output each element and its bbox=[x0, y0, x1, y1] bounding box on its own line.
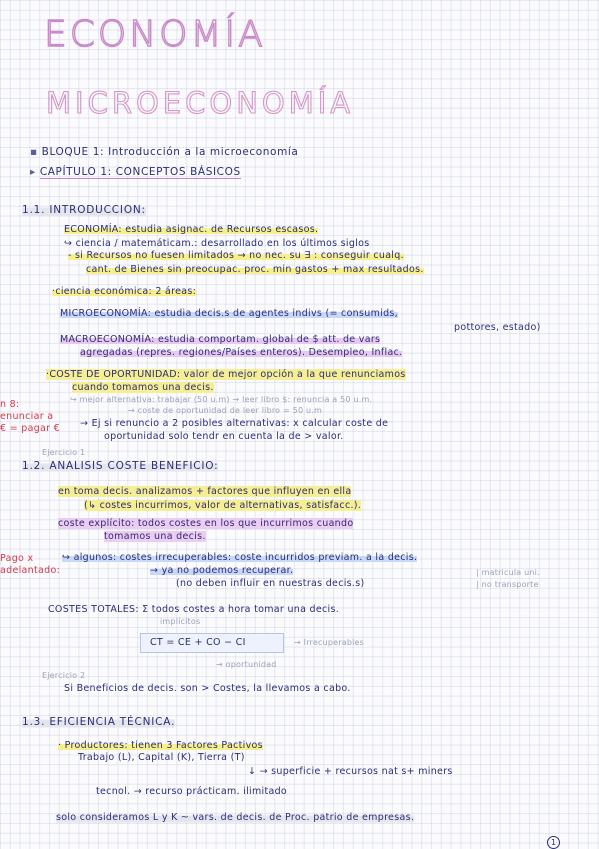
consideramos-line: solo consideramos L y K ~ vars. de decis. de Proc. patrio de empresas. bbox=[56, 812, 415, 823]
formula-note-irrecuperables: → Irrecuperables bbox=[294, 638, 365, 647]
exercise-2-label: Ejercicio 2 bbox=[42, 671, 86, 680]
alternativas-line-1: → Ej si renuncio a 2 posibles alternativas: x calcular coste de bbox=[80, 418, 389, 429]
macroeconomia-definition: MACROECONOMÍA: estudia comportam. global de $ att. de vars bbox=[60, 334, 381, 345]
irrecuperables-example-2: | no transporte bbox=[476, 580, 539, 589]
tecnologia-line: tecnol. → recurso prácticam. ilimitado bbox=[96, 786, 288, 797]
microeconomia-definition-cont: pottores, estado) bbox=[454, 322, 541, 333]
cost-formula: CT = CE + CO − CI bbox=[150, 637, 246, 648]
margin-note-1: n 8: bbox=[0, 399, 20, 410]
implicitos-label: implícitos bbox=[160, 617, 201, 626]
block-heading bbox=[30, 146, 298, 158]
coste-explicito-line-1: coste explícito: todos costes en los que incurrimos cuando bbox=[58, 518, 354, 529]
costes-irrecuperables-line: ↪ algunos: costes irrecuperables: coste incurridos previam. a la decis. bbox=[62, 552, 418, 563]
coste-oportunidad-definition-cont: cuando tomamos una decis. bbox=[72, 382, 214, 393]
bullet-icon: ▪ bbox=[30, 146, 42, 158]
microeconomia-definition: MICROECONOMÍA: estudia decis.s de agentes indivs (= consumids, bbox=[60, 308, 398, 319]
page-subtitle: MICROECONOMÍA bbox=[46, 86, 355, 120]
tierra-note: ↓ → superficie + recursos nat s+ miners bbox=[248, 766, 453, 777]
exercise-1-label: Ejercicio 1 bbox=[42, 448, 86, 457]
productores-line: · Productores: tienen 3 Factores Pactivos bbox=[58, 740, 263, 751]
macroeconomia-definition-cont: agregadas (repres. regiones/Países enteros). Desempleo, Inflac. bbox=[80, 347, 403, 358]
coste-oportunidad-example-2: → coste de oportunidad de leer libro = 50 u.m bbox=[128, 406, 322, 415]
bullet-icon: ▸ bbox=[30, 166, 40, 178]
section-1-2-heading: 1.2. ANALISIS COSTE BENEFICIO: bbox=[22, 460, 219, 472]
economia-note-2: - si Recursos no fuesen limitados → no nec. su ∃ : conseguir cualq. bbox=[68, 250, 404, 261]
economia-definition: ECONOMÍA: estudia asignac. de Recursos escasos. bbox=[64, 224, 319, 235]
section-1-3-heading: 1.3. EFICIENCIA TÉCNICA. bbox=[22, 716, 176, 728]
economia-note-3: cant. de Bienes sin preocupac. proc. min gastos + max resultados. bbox=[86, 264, 424, 275]
page-title: ECONOMÍA bbox=[44, 14, 266, 55]
page-number: 1 bbox=[547, 836, 560, 849]
coste-oportunidad-definition: ·COSTE DE OPORTUNIDAD: valor de mejor opción a la que renunciamos bbox=[46, 369, 406, 380]
beneficios-line: Si Beneficios de decis. son > Costes, la llevamos a cabo. bbox=[64, 683, 351, 694]
margin-note-5: adelantado: bbox=[0, 565, 61, 576]
economia-note-1: ↪ ciencia / matemáticam.: desarrollado en los últimos siglos bbox=[64, 238, 370, 249]
factores-line: Trabajo (L), Capital (K), Tierra (T) bbox=[78, 752, 245, 763]
costes-totales-line: COSTES TOTALES: Σ todos costes a hora tomar una decis. bbox=[48, 604, 340, 615]
section-1-1-heading: 1.1. INTRODUCCION: bbox=[22, 204, 146, 216]
block-label: BLOQUE 1: Introducción a la microeconomía bbox=[41, 146, 299, 158]
coste-oportunidad-example-1: ↪ mejor alternativa: trabajar (50 u.m) → leer libro $: renuncia a 50 u.m. bbox=[70, 395, 373, 404]
formula-note-oportunidad: → oportunidad bbox=[216, 660, 277, 669]
ciencia-economica-line: ·ciencia económica: 2 áreas: bbox=[52, 286, 197, 297]
margin-note-3: € = pagar € bbox=[0, 423, 61, 434]
margin-note-4: Pago x bbox=[0, 553, 34, 564]
analisis-line-1: en toma decis. analizamos + factores que influyen en ella bbox=[58, 486, 352, 497]
margin-note-2: enunciar a bbox=[0, 411, 54, 422]
irrecuperables-note-2: (no deben influir en nuestras decis.s) bbox=[176, 578, 365, 589]
chapter-heading bbox=[30, 166, 241, 178]
alternativas-line-2: oportunidad solo tendr en cuenta la de > valor. bbox=[104, 431, 344, 442]
irrecuperables-example-1: | matricula uni. bbox=[476, 568, 540, 577]
irrecuperables-note-1: → ya no podemos recuperar. bbox=[150, 565, 294, 576]
chapter-label: CAPÍTULO 1: CONCEPTOS BÁSICOS bbox=[39, 166, 241, 178]
analisis-line-2: (↳ costes incurrimos, valor de alternativas, satisfacc.). bbox=[84, 500, 362, 511]
coste-explicito-line-2: tomamos una decis. bbox=[104, 531, 206, 542]
